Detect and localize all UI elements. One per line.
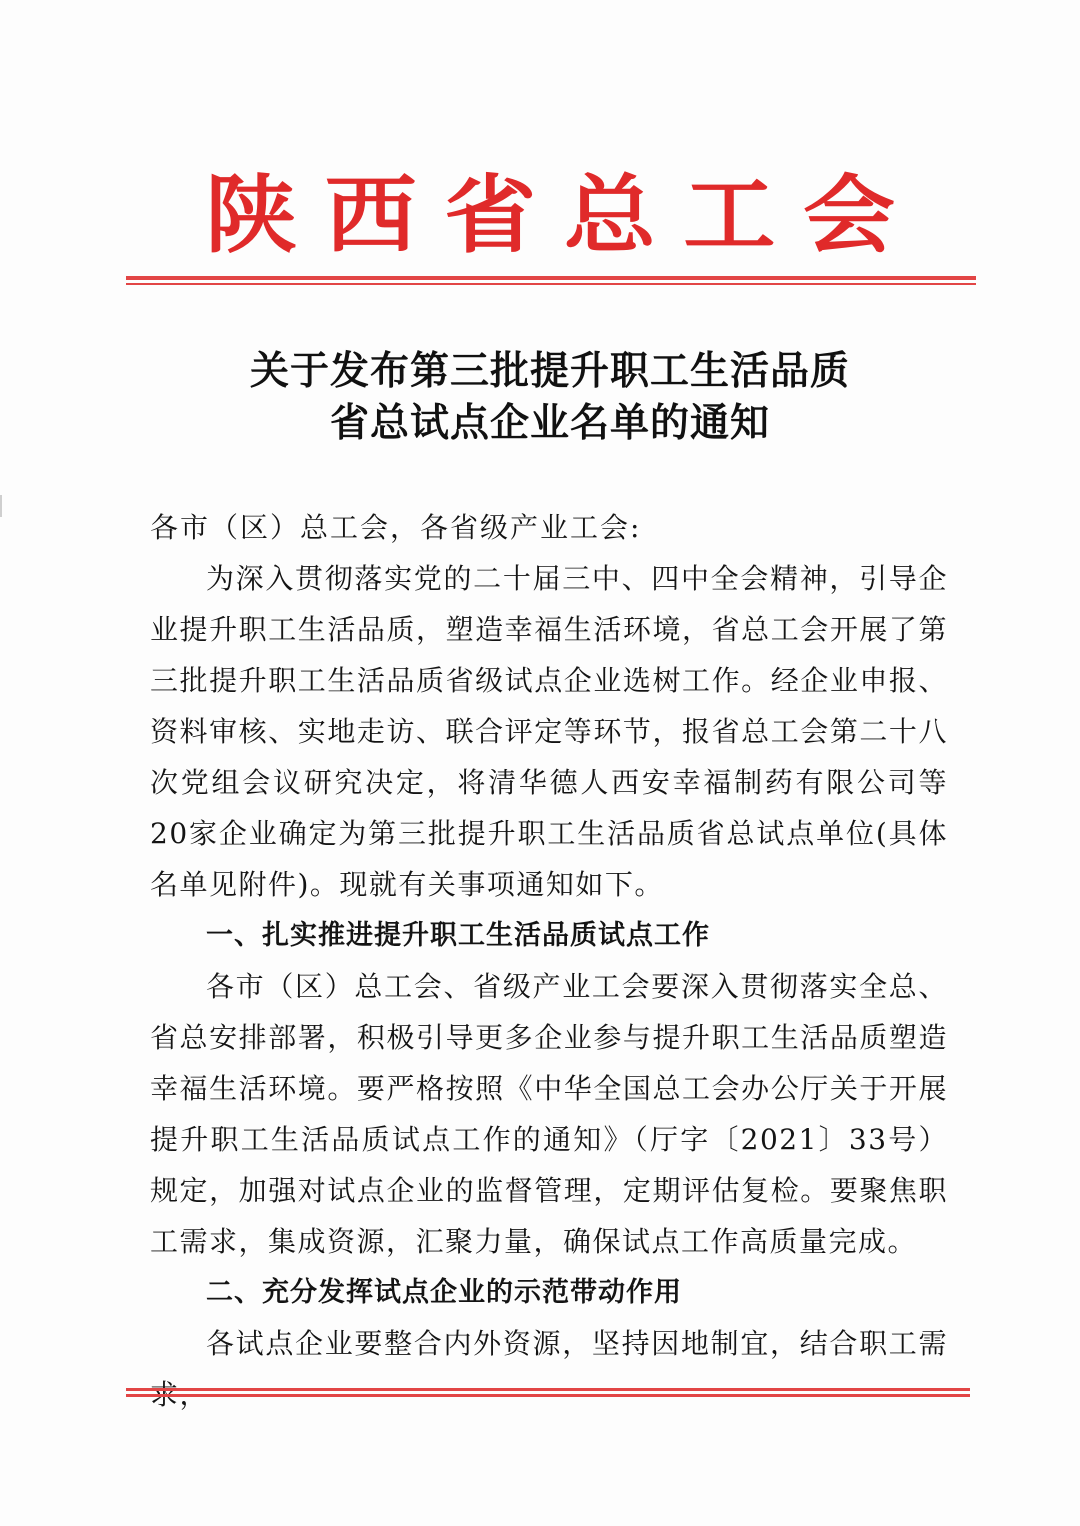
letterhead-organization-name xyxy=(205,155,895,275)
section-2-paragraph: 各试点企业要整合内外资源，坚持因地制宜，结合职工需 xyxy=(206,1327,948,1360)
letterhead-char: 陕 xyxy=(205,165,298,265)
section-2-heading: 二、充分发挥试点企业的示范带动作用 xyxy=(206,1277,682,1308)
notice-body xyxy=(150,502,948,1420)
section-1-paragraph: 各市（区）总工会、省级产业工会要深入贯彻落实全总、省总安排部署，积极引导更多企业参与提升职工生活品质塑造幸福生活环境。要严格按照《中华全国总工会办公厅关于开展提升职工生活品质试点工作的通知》（厅字〔2021〕33号）规定，加强对试点企业的监督管理，定期评估复检。要聚焦职工需求，集成资源，汇聚力量，确保试点工作高质量完成。 xyxy=(150,970,948,1258)
letterhead-char: 会 xyxy=(802,165,895,265)
section-1-heading: 一、扎实推进提升职工生活品质试点工作 xyxy=(206,920,710,951)
letterhead-char: 工 xyxy=(683,165,776,265)
letterhead-divider-thick xyxy=(126,276,976,280)
letterhead-char: 西 xyxy=(324,165,417,265)
scan-edge-mark xyxy=(0,495,2,517)
intro-paragraph: 为深入贯彻落实党的二十届三中、四中全会精神，引导企业提升职工生活品质，塑造幸福生活环境，省总工会开展了第三批提升职工生活品质省级试点企业选树工作。经企业申报、资料审核、实地走访、联合评定等环节，报省总工会第二十八次党组会议研究决定，将清华德人西安幸福制药有限公司等20家企业确定为第三批提升职工生活品质省总试点单位(具体名单见附件)。现就有关事项通知如下。 xyxy=(150,562,948,901)
salutation: 各市（区）总工会，各省级产业工会: xyxy=(150,511,642,544)
notice-title-line-2: 省总试点企业名单的通知 xyxy=(329,400,770,446)
letterhead-char: 总 xyxy=(563,165,656,265)
letterhead-char: 省 xyxy=(444,165,537,265)
notice-title-line-1: 关于发布第三批提升职工生活品质 xyxy=(249,348,850,394)
footer-divider-bottom xyxy=(126,1394,970,1397)
notice-title xyxy=(150,345,950,449)
letterhead-divider-thin xyxy=(126,283,976,285)
footer-divider-top xyxy=(126,1388,970,1391)
